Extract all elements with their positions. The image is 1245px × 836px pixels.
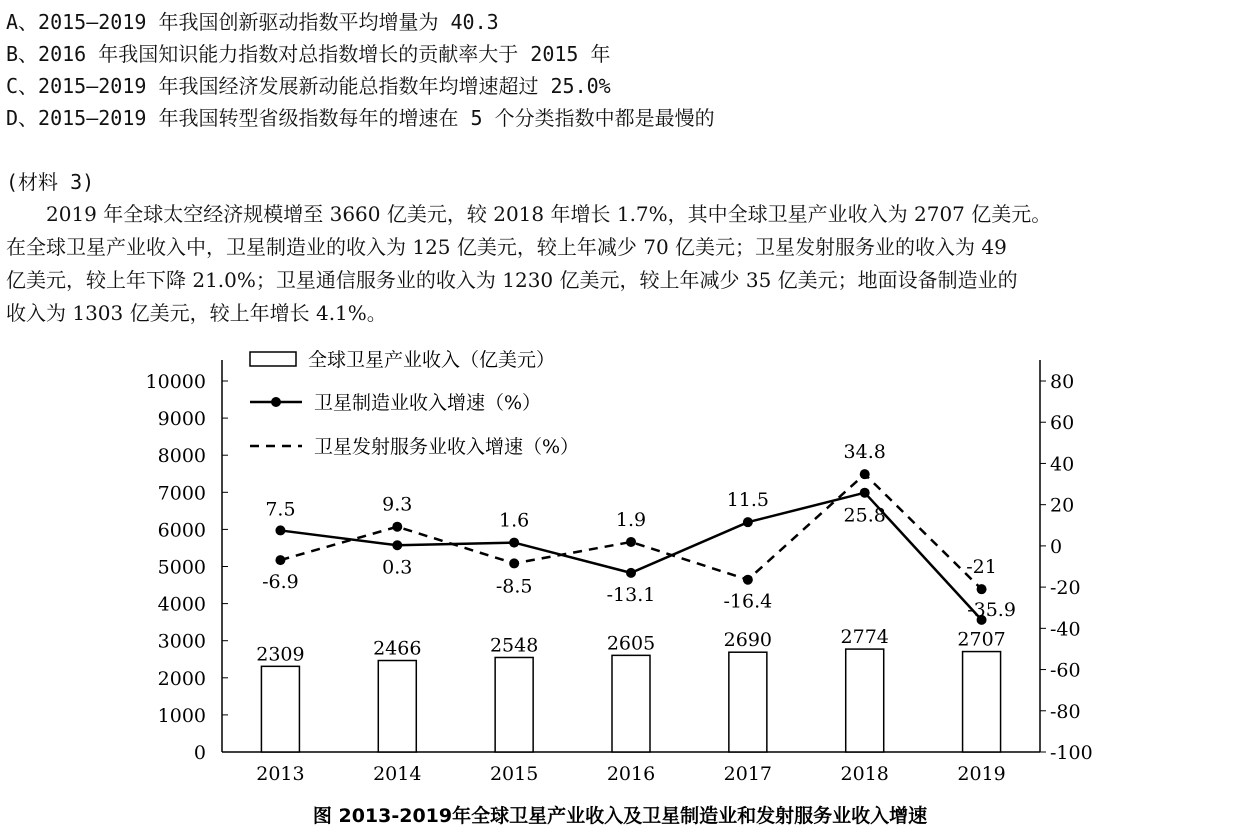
launch-value-label: 9.3 bbox=[382, 493, 413, 516]
bar-value-label: 2774 bbox=[840, 626, 889, 649]
chart-figure bbox=[0, 340, 1245, 832]
launch-value-label: -16.4 bbox=[723, 590, 773, 613]
manufacturing-value-label: 7.5 bbox=[265, 498, 296, 521]
x-tick-label: 2013 bbox=[256, 763, 305, 785]
left-tick-label: 7000 bbox=[157, 482, 206, 505]
launch-growth-point bbox=[626, 537, 636, 547]
legend-bar-label: 全球卫星产业收入（亿美元） bbox=[308, 349, 556, 371]
manufacturing-value-label: 1.6 bbox=[499, 509, 530, 532]
launch-growth-point bbox=[860, 469, 870, 479]
launch-growth-point bbox=[743, 575, 753, 585]
launch-value-label: 1.9 bbox=[615, 508, 647, 531]
right-tick-label: -60 bbox=[1050, 659, 1081, 682]
paragraph-line: 2019 年全球太空经济规模增至 3660 亿美元，较 2018 年增长 1.7%，其中全球卫星产业收入为 2707 亿美元。 bbox=[6, 202, 1052, 226]
bar-value-label: 2707 bbox=[957, 628, 1006, 651]
left-tick-label: 3000 bbox=[157, 630, 206, 653]
bar bbox=[846, 649, 884, 752]
launch-value-label: 34.8 bbox=[843, 441, 886, 464]
option-c: C、2015—2019 年我国经济发展新动能总指数年均增速超过 25.0% bbox=[6, 74, 611, 98]
option-d: D、2015—2019 年我国转型省级指数每年的增速在 5 个分类指数中都是最慢的 bbox=[6, 106, 715, 130]
material-label: (材料 3) bbox=[6, 170, 95, 194]
data-labels bbox=[256, 441, 1016, 665]
launch-growth-point bbox=[275, 555, 285, 565]
manufacturing-value-label: 0.3 bbox=[382, 556, 413, 579]
bar-value-label: 2690 bbox=[723, 629, 773, 652]
bar bbox=[612, 655, 650, 752]
combo-chart bbox=[0, 340, 1245, 832]
paragraph-line: 在全球卫星产业收入中，卫星制造业的收入为 125 亿美元，较上年减少 70 亿美元；卫星发射服务业的收入为 49 bbox=[6, 235, 1007, 259]
paragraph-line: 亿美元，较上年下降 21.0%；卫星通信服务业的收入为 1230 亿美元，较上年减少 35 亿美元；地面设备制造业的 bbox=[6, 268, 1018, 292]
left-tick-label: 4000 bbox=[157, 593, 206, 616]
left-tick-label: 10000 bbox=[145, 371, 206, 393]
manufacturing-growth-point bbox=[860, 488, 870, 498]
bar bbox=[963, 652, 1001, 752]
right-tick-label: -20 bbox=[1050, 577, 1081, 600]
manufacturing-growth-point bbox=[275, 525, 285, 535]
x-tick-label: 2014 bbox=[373, 763, 422, 785]
bar-series bbox=[261, 649, 1000, 752]
launch-value-label: -21 bbox=[966, 556, 997, 579]
x-tick-label: 2017 bbox=[723, 763, 773, 785]
bar-value-label: 2466 bbox=[373, 637, 422, 660]
left-tick-label: 2000 bbox=[157, 667, 206, 690]
x-tick-label: 2016 bbox=[606, 763, 656, 785]
left-tick-label: 1000 bbox=[157, 704, 206, 727]
bar-value-label: 2605 bbox=[606, 632, 656, 655]
right-tick-label: 40 bbox=[1050, 453, 1075, 476]
bar-value-label: 2548 bbox=[489, 634, 539, 657]
right-tick-label: -100 bbox=[1050, 742, 1093, 764]
option-a: A、2015—2019 年我国创新驱动指数平均增量为 40.3 bbox=[6, 10, 499, 34]
left-tick-label: 6000 bbox=[157, 519, 206, 542]
manufacturing-growth-point bbox=[392, 540, 402, 550]
left-tick-label: 0 bbox=[193, 742, 206, 764]
launch-value-label: -8.5 bbox=[495, 575, 533, 598]
launch-growth-point bbox=[977, 584, 987, 594]
answer-options bbox=[6, 6, 1236, 134]
left-tick-label: 9000 bbox=[157, 408, 206, 431]
manufacturing-value-label: -35.9 bbox=[967, 598, 1016, 621]
x-tick-label: 2015 bbox=[489, 763, 539, 785]
bar bbox=[261, 666, 299, 752]
bar-value-label: 2309 bbox=[256, 643, 305, 666]
right-tick-label: 20 bbox=[1050, 494, 1075, 517]
legend-dashed-label: 卫星发射服务业收入增速（%） bbox=[314, 436, 580, 458]
paragraph-line: 收入为 1303 亿美元，较上年增长 4.1%。 bbox=[6, 301, 387, 325]
manufacturing-value-label: -13.1 bbox=[606, 583, 656, 606]
manufacturing-growth-point bbox=[743, 517, 753, 527]
legend-bar-swatch bbox=[250, 352, 296, 366]
legend-solid-marker bbox=[271, 397, 281, 407]
launch-growth-point bbox=[392, 522, 402, 532]
bar bbox=[729, 652, 767, 752]
legend-solid-label: 卫星制造业收入增速（%） bbox=[314, 392, 542, 414]
chart-legend bbox=[250, 349, 579, 458]
bar bbox=[495, 657, 533, 752]
left-tick-label: 8000 bbox=[157, 445, 206, 468]
launch-growth-point bbox=[509, 558, 519, 568]
right-tick-label: 60 bbox=[1050, 412, 1075, 435]
right-tick-label: -40 bbox=[1050, 618, 1081, 641]
manufacturing-value-label: 25.8 bbox=[843, 504, 886, 527]
manufacturing-value-label: 11.5 bbox=[726, 489, 770, 512]
left-tick-label: 5000 bbox=[157, 556, 206, 579]
right-tick-label: 80 bbox=[1050, 371, 1075, 393]
chart-title: 图 2013-2019年全球卫星产业收入及卫星制造业和发射服务业收入增速 bbox=[312, 805, 928, 827]
x-tick-label: 2018 bbox=[840, 763, 889, 785]
launch-value-label: -6.9 bbox=[262, 571, 299, 594]
right-tick-label: 0 bbox=[1050, 535, 1063, 558]
manufacturing-growth-point bbox=[626, 568, 636, 578]
right-tick-label: -80 bbox=[1050, 700, 1081, 723]
material-paragraph bbox=[6, 198, 1238, 330]
manufacturing-growth-point bbox=[509, 538, 519, 548]
x-tick-label: 2019 bbox=[957, 763, 1006, 785]
bar bbox=[378, 661, 416, 752]
option-b: B、2016 年我国知识能力指数对总指数增长的贡献率大于 2015 年 bbox=[6, 42, 611, 66]
